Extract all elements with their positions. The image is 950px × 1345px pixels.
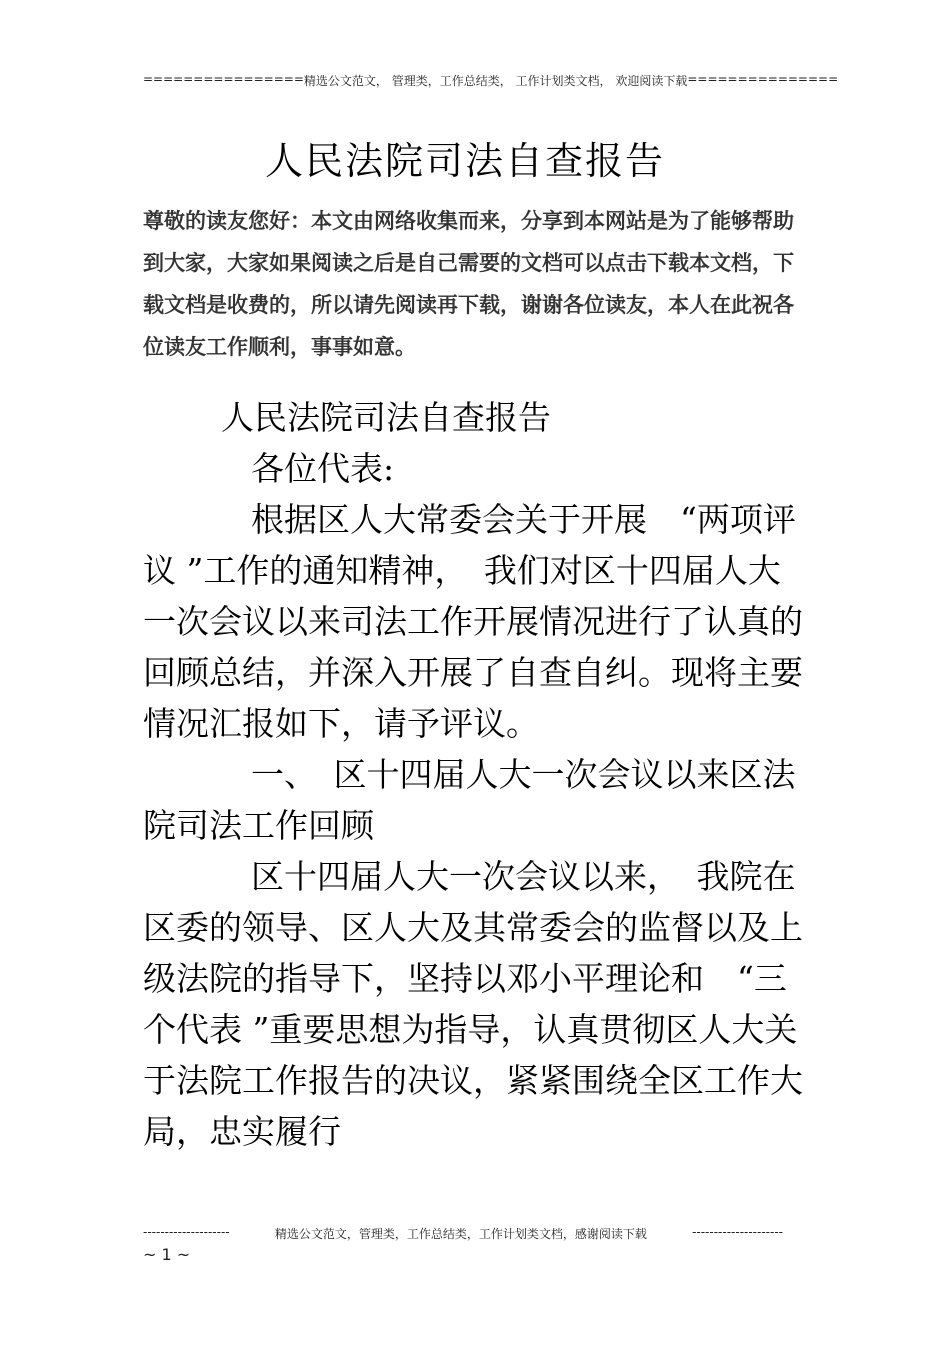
footer-text: 精选公文范文，管理类，工作总结类，工作计划类文档，感谢阅读下载 bbox=[274, 1227, 647, 1241]
header-left-rule: ================ bbox=[143, 72, 304, 86]
page-footer bbox=[143, 1225, 783, 1242]
page-header bbox=[143, 72, 839, 89]
body-subtitle: 人民法院司法自查报告 bbox=[221, 398, 551, 437]
footer-left-rule: -------------------- bbox=[143, 1225, 230, 1239]
section-heading-1: 一、 区十四届人大一次会议以来区法院司法工作回顾 bbox=[143, 755, 796, 845]
page-number: ~ 1 ~ bbox=[143, 1245, 191, 1264]
paragraph-1: 根据区人大常委会关于开展 “两项评议 ”工作的通知精神， 我们对区十四届人大一次会议以来司法工作开展情况进行了认真的回顾总结，并深入开展了自查自纠。现将主要情况汇报如下，请予评议。 bbox=[143, 500, 803, 743]
document-title: 人民法院司法自查报告 bbox=[264, 139, 665, 183]
document-body bbox=[143, 392, 808, 1157]
salutation: 各位代表: bbox=[251, 449, 395, 488]
paragraph-2: 区十四届人大一次会议以来， 我院在区委的领导、区人大及其常委会的监督以及上级法院的指导下，坚持以邓小平理论和 “三个代表 ”重要思想为指导，认真贯彻区人大关于法院工作报告的决议，紧紧围绕全区工作大局，忠实履行 bbox=[143, 857, 803, 1151]
header-text: 精选公文范文， 管理类，工作总结类， 工作计划类文档， 欢迎阅读下载 bbox=[303, 74, 688, 88]
footer-right-rule: --------------------- bbox=[692, 1225, 783, 1239]
reader-notice: 尊敬的读友您好：本文由网络收集而来，分享到本网站是为了能够帮助到大家，大家如果阅读之后是自己需要的文档可以点击下载本文档，下载文档是收费的，所以请先阅读再下载，谢谢各位读友，本人在此祝各位读友工作顺利，事事如意。 bbox=[143, 209, 794, 359]
header-right-rule: =============== bbox=[687, 72, 839, 86]
